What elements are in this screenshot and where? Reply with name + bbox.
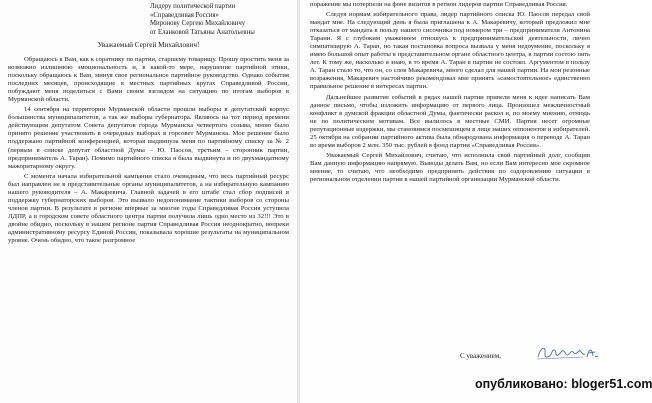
salutation: Уважаемый Сергей Михайлович! [97,41,200,49]
addressee-line: «Справедливая Россия» [150,11,219,19]
closing: С уважением, [460,352,501,360]
handwritten-signature [535,344,601,362]
addressee-line: Лидеру политической партии [150,3,236,10]
addressee-line: от Еланковой Татьяны Анатольевны [150,28,255,36]
addressee-line: Миронову Сергею Михайловичу [150,20,246,28]
letter-page-left [0,0,297,403]
letter-body-right [310,1,590,186]
watermark: опубликовано: bloger51.com [475,377,652,391]
letter-paragraph: поражение мы потерпели на фоне визитов в регион лидеров партии Справедливая Россия. [310,1,568,8]
letter-page-right [300,0,652,403]
letter-paragraph: С момента начала избирательной кампании стало очевидным, что весь партийный ресурс был направлен не в представительные органы муниципалитетов, а на избирательную кампанию нашего руководителя – А. Макаревича. Главной задачей в его штабе стал сбор подписей в поддержку губернаторских выборов. Это вызвало недопонимание тактики выборов со стороны членов партии. В результате в регионе впервые за многие годы Справедливая Россия уступила ЛДПР, а в городском совете областного центра партия получила лишь одно место из 32!!! Это в двойне обидно, поскольку в нашем регионе партия Справедливая Россия неоднократно, вопреки административному ресурсу Единой России, показывала хорошие результаты на муниципальном уровне. Очень обидно, что такое разгромное [8,172,289,245]
letter-body-left [8,56,289,247]
letter-paragraph: 14 сентября на территории Мурманской области прошли выборы в депутатский корпус большинства муниципалитетов, а так же выборы губернатора. Являюсь на тот период времени действующим депутатом Совета депутатов города Мурманска четвертого созыва, мною было принято решение участвовать в очередных выборах в горсовет Мурманска. Мое решение было поддержано партийной конференцией, которая выдвинула меня по партийному списку за № 2 (первым в списке депутат областной Думы – Ю. Паосов, третьим – сторонник партии, предприниматель А. Таран). Помимо партийного списка я была выдвинута и по двухмандатному мажоритарному округу. [8,106,289,170]
addressee-block [150,3,290,37]
letter-paragraph: Обращаюсь к Вам, как к соратнику по партии, старшему товарищу. Прошу простить меня за возможно излишнюю эмоциональность и, в какой-то мере, нарушение партийной этики, поскольку обращаюсь к Вам, минуя свое региональное партийное руководство. Однако события последних месяцев, происходящие в местных партийных кругах Справедливой России, побуждают меня поделиться с Вами своим взглядом на ситуацию по итогам выборов в Мурманской области. [8,56,289,104]
letter-paragraph: Дальнейшее развитие событий в рядах нашей партии привели меня к идее написать Вам данное письмо, чтобы изложить информацию от первого лица. Произошел межличностный конфликт в думской фракции областной Думы, фактически раскол и, по моему мнению, отнюдь не по политическим мотивам. Все вылилось в местные СМИ. Партия несет огромные репутационные издержки, мы становимся посмешищем в лице наших оппонентов и избирателей. 25 октября на собрании партийного актива была обнародована информация о переводе А. Таран во время выборов 2 млн. 350 тыс. рублей в фонд партии «Справедливая Россия». [310,93,590,149]
letter-paragraph: Уважаемый Сергей Михайлович, считаю, что исполнила свой партийный долг, сообщив Вам данную информацию напрямую. Выводы делать Вам, но если Вам интересно мое скромное мнение, то считаю, что необходимо предпринять действия по оздоровлению ситуации в региональном отделении партии в нашей партийной организации Мурманской области. [310,151,590,183]
letter-paragraph: Следуя нормам избирательного права, лидер партийного списка Ю. Паосов передал свой мандат мне. На следующий день я была приглашена к А. Макаревичу, который предложил мне отказаться от мандата в пользу нашего сисочника под номером три – предпринимателя Антонина Тарани. Я с глубоким уважением отношусь к предпринимательской деятельности, лично симпатизирую А. Таран, но такая постановка вопроса вызвала у меня недоумение, поскольку я имею большой опыт работы в представительном органе областного центра, в партии состою пять лет. К тому же, насколько я знаю, в то время А. Таран в партии не состоял. Аргументом в пользу А. Таран стало то, что он, со слов Макаревича, много сделал для нашей партии. На мои резонные возражения, Макаревич настойчиво рекомендовал мне принять «самостоятельное» единственно правильное решение в интересах партии. [310,11,590,91]
